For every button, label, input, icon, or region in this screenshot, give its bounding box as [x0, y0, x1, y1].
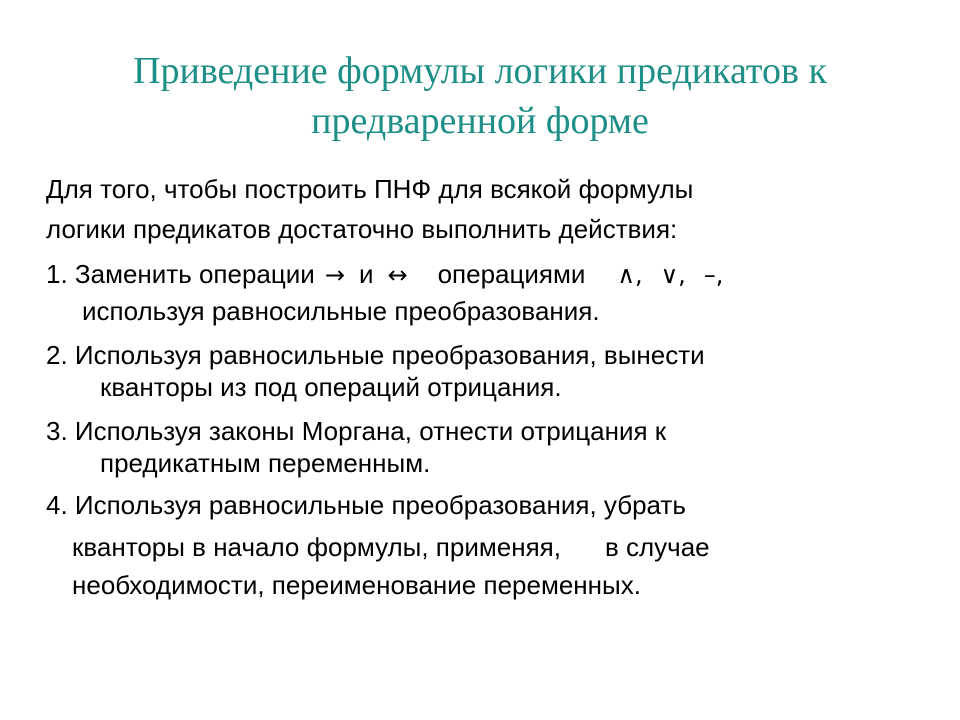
intro-line-2: логики предикатов достаточно выполнить действия:	[46, 214, 678, 244]
disjunction-symbol: ∨,	[660, 261, 686, 289]
conjunction-symbol: ∧,	[617, 261, 643, 289]
negation-symbol: –,	[703, 261, 724, 289]
step-4-line-2	[72, 532, 710, 562]
slide-title-line-2: предваренной форме	[311, 100, 649, 142]
step-3-line-2: предикатным переменным.	[100, 448, 431, 478]
slide-title-line-1: Приведение формулы логики предикатов к	[133, 50, 827, 92]
step-1-line-1	[46, 259, 723, 290]
step-4-line-2-part-1: кванторы в начало формулы, применяя,	[72, 532, 561, 562]
step-4-line-2-part-2: в случае	[604, 532, 710, 562]
intro-line-1: Для того, чтобы построить ПНФ для всякой формулы	[46, 174, 694, 204]
step-2-line-2: кванторы из под операций отрицания.	[100, 372, 562, 402]
step-3-line-1: 3. Используя законы Моргана, отнести отрицания к	[46, 416, 667, 446]
equivalence-symbol: ↔	[387, 261, 408, 289]
implies-symbol: →	[324, 261, 345, 289]
step-4-line-3: необходимости, переименование переменных.	[72, 570, 641, 600]
step-1-prefix: 1. Заменить операции	[46, 259, 315, 289]
step-1-line-2: используя равносильные преобразования.	[82, 296, 600, 326]
step-2-line-1: 2. Используя равносильные преобразования, вынести	[46, 340, 705, 370]
slide-title	[60, 46, 900, 146]
step-4-line-1: 4. Используя равносильные преобразования, убрать	[46, 490, 686, 520]
and-word: и	[358, 259, 374, 289]
operations-word: операциями	[437, 259, 586, 289]
